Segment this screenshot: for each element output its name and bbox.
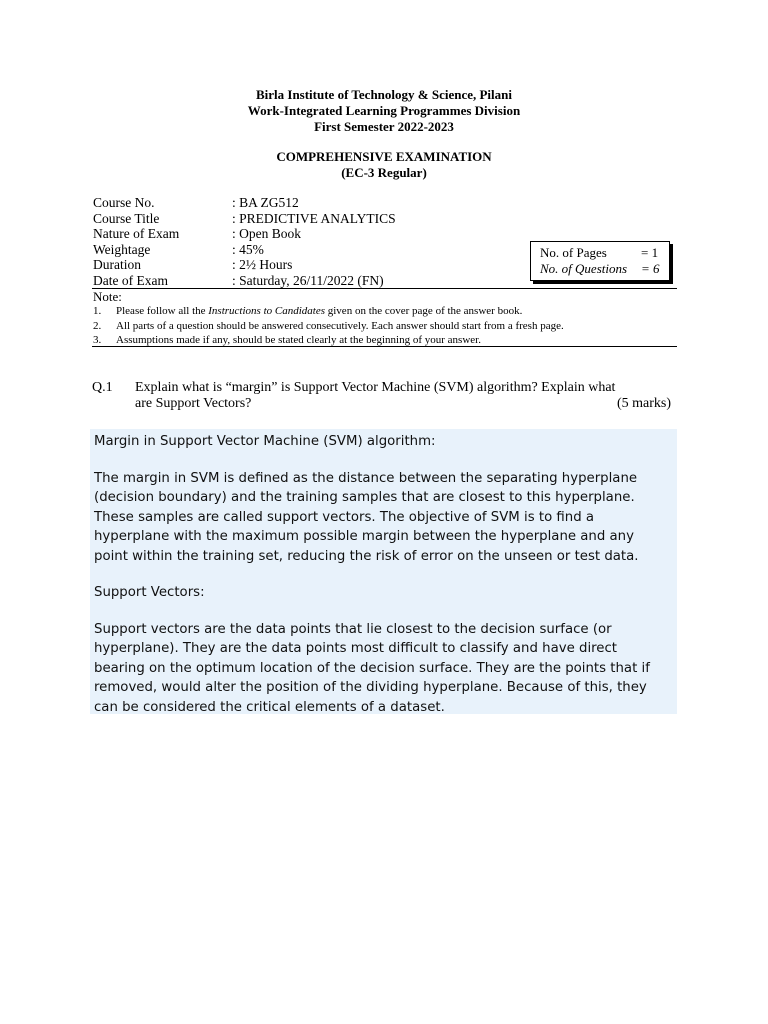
question-marks: (5 marks) <box>616 396 671 411</box>
answer-line: (decision boundary) and the training samples that are closest to this hyperplane. <box>94 490 635 505</box>
exam-type: (EC-3 Regular) <box>341 165 427 180</box>
question-text: are Support Vectors? <box>135 396 252 411</box>
questions-value: = 6 <box>641 261 660 276</box>
info-value: : PREDICTIVE ANALYTICS <box>232 210 396 226</box>
info-label: Date of Exam <box>93 272 168 288</box>
divider <box>92 346 677 347</box>
info-value: : 2½ Hours <box>232 257 293 272</box>
answer-line: can be considered the critical elements of a dataset. <box>94 699 445 715</box>
note-text: Assumptions made if any, should be stated clearly at the beginning of your answer. <box>116 334 481 346</box>
exam-title: COMPREHENSIVE EXAMINATION <box>276 149 492 164</box>
answer-line: point within the training set, reducing the risk of error on the unseen or test data. <box>94 548 639 564</box>
info-label: Nature of Exam <box>93 226 180 241</box>
info-row <box>93 195 396 211</box>
pages-questions-box <box>530 241 670 281</box>
note-text: Please follow all the <box>116 305 209 317</box>
info-value: : Open Book <box>232 226 301 241</box>
info-label: Duration <box>93 257 141 272</box>
answer-heading: Support Vectors: <box>94 585 205 600</box>
note-text: given on the cover page of the answer book. <box>325 305 523 317</box>
question-text: Explain what is “margin” is Support Vector Machine (SVM) algorithm? Explain what <box>135 380 616 395</box>
answer-heading: Margin in Support Vector Machine (SVM) algorithm: <box>94 434 436 449</box>
info-label: Course Title <box>93 210 160 226</box>
note-heading: Note: <box>93 289 122 304</box>
note-item <box>93 304 564 319</box>
divider <box>92 288 677 289</box>
answer-line: bearing on the optimum location of the decision surface. They are the points that if <box>94 660 650 676</box>
note-number: 1. <box>93 305 102 317</box>
answer-block <box>90 429 677 714</box>
answer-line: hyperplane with the maximum possible margin between the hyperplane and any <box>94 529 634 544</box>
semester: First Semester 2022-2023 <box>314 119 454 134</box>
info-row <box>93 226 396 242</box>
pages-label: No. of Pages <box>540 245 607 260</box>
note-number: 3. <box>93 334 102 346</box>
answer-line: removed, would alter the position of the dividing hyperplane. Because of this, they <box>94 680 647 695</box>
questions-label: No. of Questions <box>540 261 628 276</box>
info-row <box>93 211 396 227</box>
info-label: Course No. <box>93 195 155 210</box>
info-row <box>93 242 396 258</box>
note-text: All parts of a question should be answered consecutively. Each answer should start from a fresh page. <box>116 319 564 332</box>
info-value: : Saturday, 26/11/2022 (FN) <box>232 272 384 288</box>
pages-value: = 1 <box>641 245 659 260</box>
answer-line: hyperplane). They are the data points most difficult to classify and have direct <box>94 641 618 656</box>
note-item <box>93 319 564 334</box>
info-label: Weightage <box>93 241 151 257</box>
answer-line: These samples are called support vectors. The objective of SVM is to find a <box>94 509 595 525</box>
answer-line: Support vectors are the data points that lie closest to the decision surface (or <box>94 621 612 637</box>
question-1 <box>92 380 677 412</box>
info-value: : BA ZG512 <box>232 195 299 210</box>
division-name: Work-Integrated Learning Programmes Division <box>247 103 521 118</box>
note-emphasis: Instructions to Candidates <box>208 305 325 317</box>
question-number: Q.1 <box>92 380 113 395</box>
exam-header <box>0 87 768 181</box>
info-row <box>93 273 396 289</box>
note-number: 2. <box>93 319 102 332</box>
answer-line: The margin in SVM is defined as the distance between the separating hyperplane <box>94 470 638 486</box>
notes-list <box>93 304 564 348</box>
info-value: : 45% <box>232 241 264 257</box>
course-info-table <box>93 195 396 288</box>
info-row <box>93 257 396 273</box>
institute-name: Birla Institute of Technology & Science, Pilani <box>255 87 513 102</box>
